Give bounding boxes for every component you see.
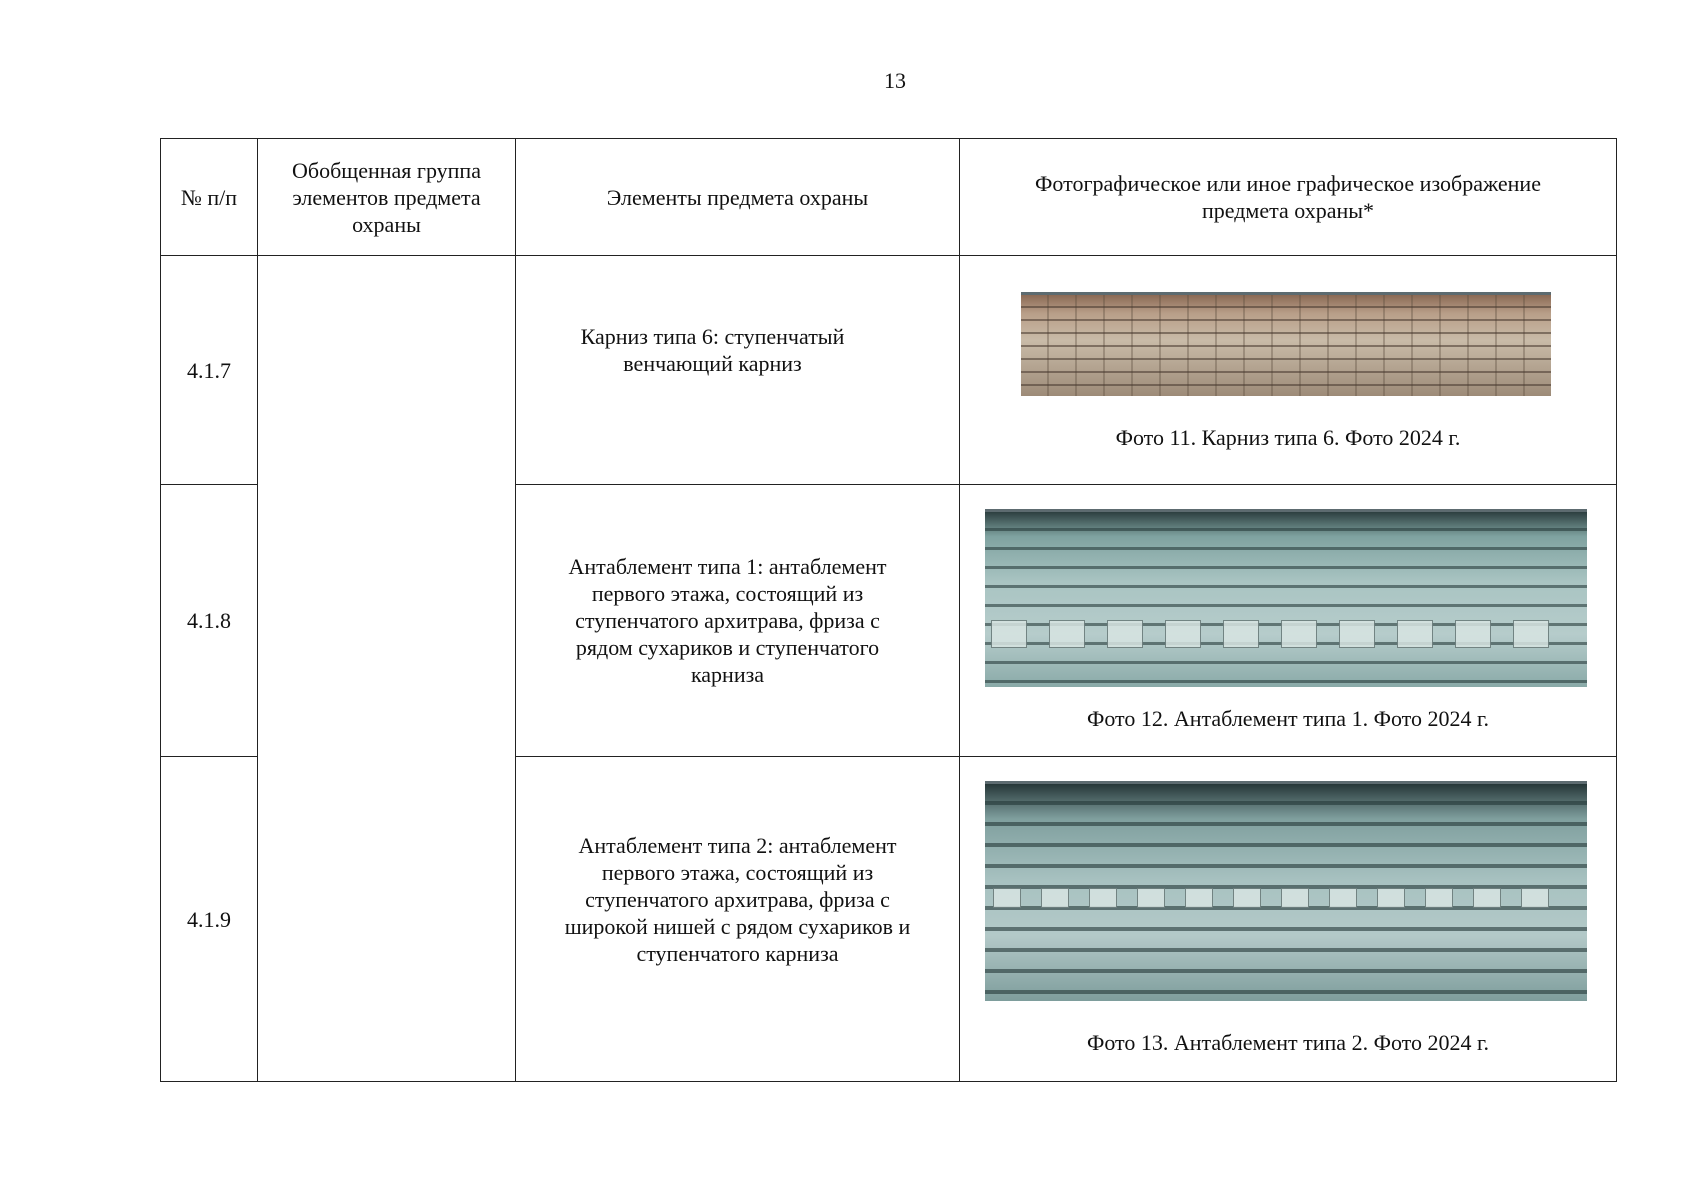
header-photo: Фотографическое или иное графическое изображение предмета охраны* xyxy=(960,139,1617,256)
protection-table xyxy=(160,138,1617,1082)
element-description: Антаблемент типа 2: антаблемент первого этажа, состоящий из ступенчатого архитрава, фриза с широкой нишей с рядом сухариков и ступенчатого карниза xyxy=(516,757,960,1082)
entablature-photo xyxy=(985,781,1587,1001)
row-number: 4.1.8 xyxy=(161,485,258,757)
cornice-photo xyxy=(1021,292,1551,396)
header-elements: Элементы предмета охраны xyxy=(516,139,960,256)
photo-caption: Фото 11. Карниз типа 6. Фото 2024 г. xyxy=(1115,425,1461,450)
photo-caption: Фото 13. Антаблемент типа 2. Фото 2024 г. xyxy=(1086,1030,1490,1055)
row-number: 4.1.9 xyxy=(161,757,258,1082)
entablature-photo xyxy=(985,509,1587,687)
photo-cell xyxy=(960,256,1617,485)
group-cell xyxy=(258,256,516,1082)
page-number: 13 xyxy=(884,68,906,93)
photo-caption: Фото 12. Антаблемент типа 1. Фото 2024 г. xyxy=(1086,706,1490,731)
table-header-row xyxy=(161,139,1617,256)
header-number: № п/п xyxy=(161,139,258,256)
header-group: Обобщенная группа элементов предмета охраны xyxy=(258,139,516,256)
element-description: Карниз типа 6: ступенчатый венчающий карниз xyxy=(516,256,960,485)
element-description: Антаблемент типа 1: антаблемент первого этажа, состоящий из ступенчатого архитрава, фриза с рядом сухариков и ступенчатого карниза xyxy=(516,485,960,757)
photo-cell xyxy=(960,485,1617,757)
table-row xyxy=(161,256,1617,485)
row-number: 4.1.7 xyxy=(161,256,258,485)
photo-cell xyxy=(960,757,1617,1082)
